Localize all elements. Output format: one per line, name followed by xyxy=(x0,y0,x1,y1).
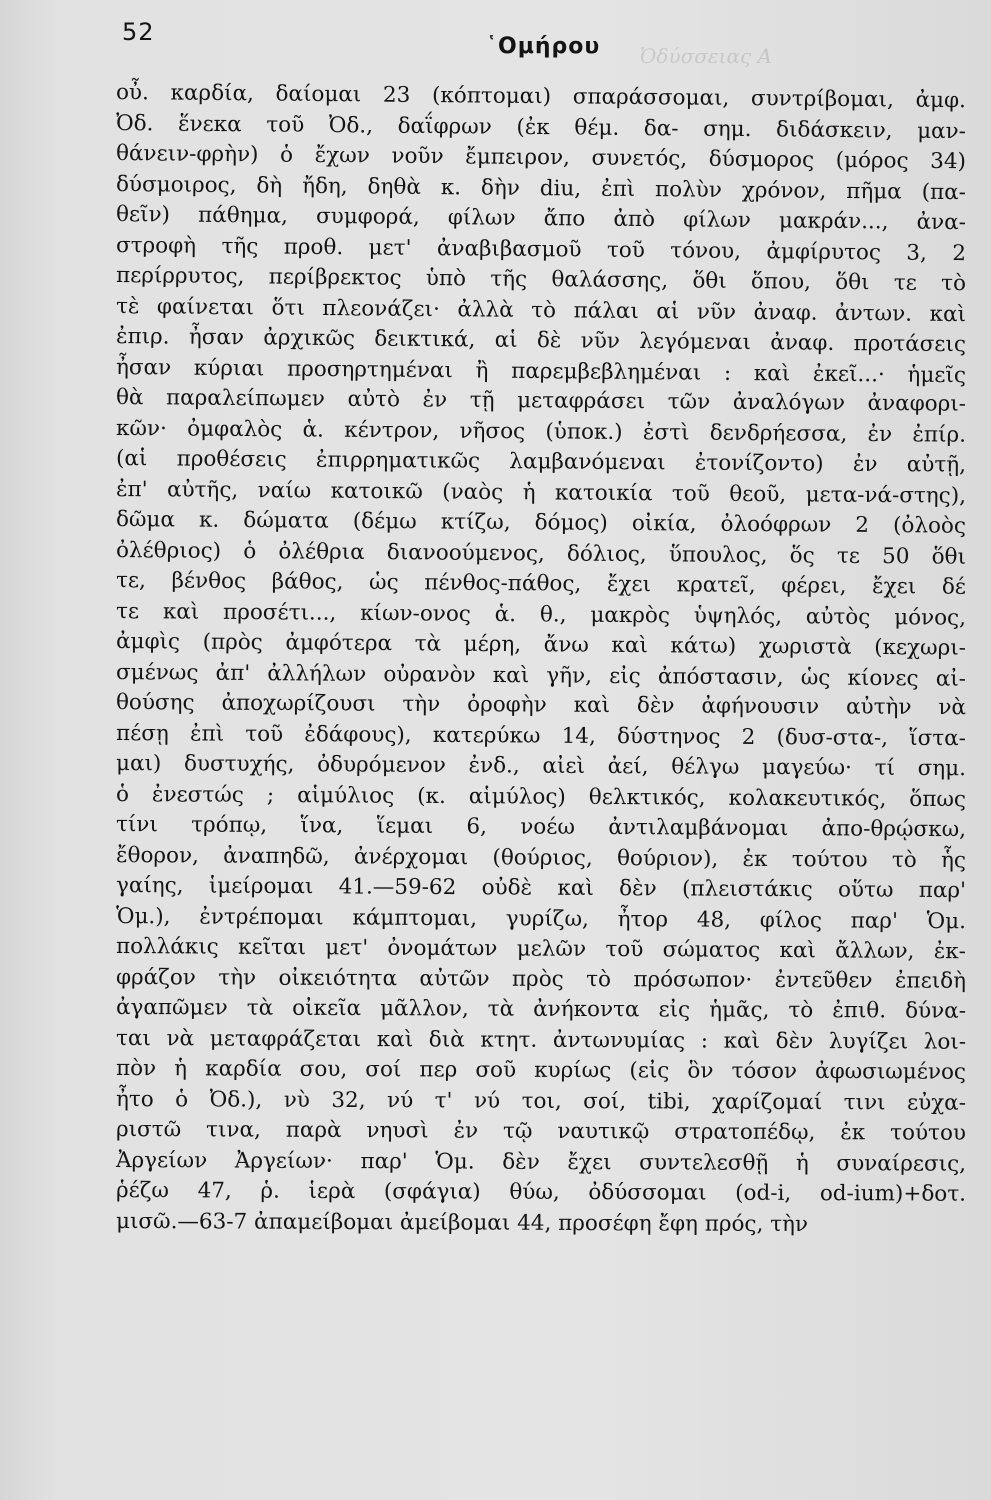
text-line: θάνειν-φρὴν) ὁ ἔχων νοῦν ἔμπειρον, συνετός, δύσμορος (μόρος 34) xyxy=(115,141,967,175)
text-line: (αἱ προθέσεις ἐπιρρηματικῶς λαμβανόμεναι ἐτονίζοντο) ἐν αὐτῇ, xyxy=(115,446,967,478)
text-line: θεῖν) πάθημα, συμφορά, φίλων ἄπο ἀπὸ φίλων μακράν..., ἀνα- xyxy=(115,202,967,236)
text-line: ἐπ' αὐτῆς, ναίω κατοικῶ (ναὸς ἡ κατοικία τοῦ θεοῦ, μετα-νά-στης), xyxy=(115,476,967,509)
text-line: φράζον τὴν οἰκειότητα αὐτῶν πρὸς τὸ πρόσωπον· ἐντεῦθεν ἐπειδὴ xyxy=(115,964,967,994)
text-line: θὰ παραλείπωμεν αὐτὸ ἐν τῇ μεταφράσει τῶν ἀναλόγων ἀναφορι- xyxy=(115,385,967,417)
text-line: ὁ ἐνεστώς ; αἱμύλιος (κ. αἱμύλος) θελκτικός, κολακευτικός, ὅπως xyxy=(115,781,967,812)
text-line: κῶν· ὀμφαλὸς ἁ. κέντρον, νῆσος (ὑποκ.) ἐστὶ δενδρήεσσα, ἐν ἐπίρ. xyxy=(115,415,967,448)
text-line: τὲ φαίνεται ὅτι πλεονάζει· ἀλλὰ τὸ πάλαι αἱ νῦν ἀναφ. ἀντων. καὶ xyxy=(115,293,967,327)
text-line: θούσης ἀποχωρίζουσι τὴν ὀροφὴν καὶ δὲν ἀφήνουσιν αὐτὴν νὰ xyxy=(115,690,967,721)
text-line: ἦτο ὁ Ὀδ.), νὺ 32, νύ τ' νύ τοι, σοί, tibi, χαρίζομαί τινι εὐχα- xyxy=(115,1086,967,1116)
text-line: ἀγαπῶμεν τὰ οἰκεῖα μᾶλλον, τὰ ἀνήκοντα εἰς ἡμᾶς, τὸ ἐπιθ. δύνα- xyxy=(115,995,967,1024)
text-line: ἐπιρ. ἦσαν ἀρχικῶς δεικτικά, αἱ δὲ νῦν λεγόμεναι ἀναφ. προτάσεις xyxy=(115,324,967,358)
text-line: ριστῶ τινα, παρὰ νηυσὶ ἐν τῷ ναυτικῷ στρατοπέδῳ, ἐκ τούτου xyxy=(115,1117,967,1146)
text-line: δύσμοιρος, δὴ ἤδη, δηθὰ κ. δὴν diu, ἐπὶ πολὺν χρόνον, πῆμα (πα- xyxy=(115,171,967,205)
text-line: πὸν ἡ καρδία σου, σοί περ σοῦ κυρίως (εἰς ὃν τόσον ἀφωσιωμένος xyxy=(115,1056,967,1085)
text-line: ἦσαν κύριαι προσηρτημέναι ἢ παρεμβεβλημέναι : καὶ ἐκεῖ...· ἡμεῖς xyxy=(115,354,967,388)
text-line: ται νὰ μεταφράζεται καὶ διὰ κτητ. ἀντωνυμίας : καὶ δὲν λυγίζει λοι- xyxy=(115,1025,967,1055)
text-line: μισῶ.—63-7 ἀπαμείβομαι ἀμείβομαι 44, προσέφη ἔφη πρός, τὴν xyxy=(115,1208,809,1237)
running-title: ῾Ομήρου xyxy=(486,34,601,59)
text-line: τε, βένθος βάθος, ὡς πένθος-πάθος, ἔχει κρατεῖ, φέρει, ἔχει δέ xyxy=(115,568,967,600)
page-number: 52 xyxy=(122,18,155,46)
text-line: δῶμα κ. δώματα (δέμω κτίζω, δόμος) οἰκία, ὀλοόφρων 2 (ὀλοὸς xyxy=(115,507,967,539)
text-line: πέσῃ ἐπὶ τοῦ ἐδάφους), κατερύκω 14, δύστηνος 2 (δυσ-στα-, ἵστα- xyxy=(115,720,967,751)
text-line: μαι) δυστυχής, ὀδυρόμενον ἐνδ., αἰεὶ ἀεί, θέλγω μαγεύω· τί σημ. xyxy=(115,751,967,782)
text-line: τίνι τρόπῳ, ἵνα, ἵεμαι 6, νοέω ἀντιλαμβάνομαι ἀπο-θρῴσκω, xyxy=(115,812,967,843)
text-line: ἔθορον, ἀναπηδῶ, ἀνέρχομαι (θούριος, θούριον), ἐκ τούτου τὸ ἧς xyxy=(115,842,967,873)
text-line: γαίης, ἱμείρομαι 41.—59-62 οὐδὲ καὶ δὲν (πλειστάκις οὕτω παρ' xyxy=(115,873,967,904)
text-line: ῥέζω 47, ῥ. ἱερὰ (σφάγια) θύω, ὀδύσσομαι (od-i, od-ium)+δοτ. xyxy=(115,1178,967,1207)
bleed-through-text: Ὀδύσσειας Α xyxy=(640,44,772,68)
text-line: Ὁμ.), ἐντρέπομαι κάμπτομαι, γυρίζω, ἦτορ 48, φίλος παρ' Ὁμ. xyxy=(115,903,967,934)
text-line: πολλάκις κεῖται μετ' ὀνομάτων μελῶν τοῦ σώματος καὶ ἄλλων, ἐκ- xyxy=(115,934,967,965)
text-line: σμένως ἀπ' ἀλλήλων οὐρανὸν καὶ γῆν, εἰς ἀπόστασιν, ὡς κίονες αἰ- xyxy=(115,659,967,692)
text-line: Ὀδ. ἕνεκα τοῦ Ὀδ., δαΐφρων (ἐκ θέμ. δα- σημ. διδάσκειν, μαν- xyxy=(115,110,967,144)
text-line: τε καὶ προσέτι..., κίων-ονος ἁ. θ., μακρὸς ὑψηλός, αὐτὸς μόνος, xyxy=(115,598,967,631)
text-line: περίρρυτος, περίβρεκτος ὑπὸ τῆς θαλάσσης, ὅθι ὅπου, ὅθι τε τὸ xyxy=(115,263,967,297)
text-line: στροφὴ τῆς προθ. μετ' ἀναβιβασμοῦ τοῦ τόνου, ἀμφίρυτος 3, 2 xyxy=(115,232,967,266)
commentary-text xyxy=(116,78,966,1237)
text-line: Ἀργείων Ἀργείων· παρ' Ὁμ. δὲν ἔχει συντελεσθῇ ἡ συναίρεσις, xyxy=(115,1147,967,1177)
text-line: ἀμφὶς (πρὸς ἀμφότερα τὰ μέρη, ἄνω καὶ κάτω) χωριστὰ (κεχωρι- xyxy=(115,629,967,661)
text-line: ὀλέθριος) ὁ ὀλέθρια διανοούμενος, δόλιος, ὕπουλος, ὅς τε 50 ὅθι xyxy=(115,537,967,570)
text-line: οὖ. καρδία, δαίομαι 23 (κόπτομαι) σπαράσσομαι, συντρίβομαι, ἀμφ. xyxy=(115,80,967,114)
